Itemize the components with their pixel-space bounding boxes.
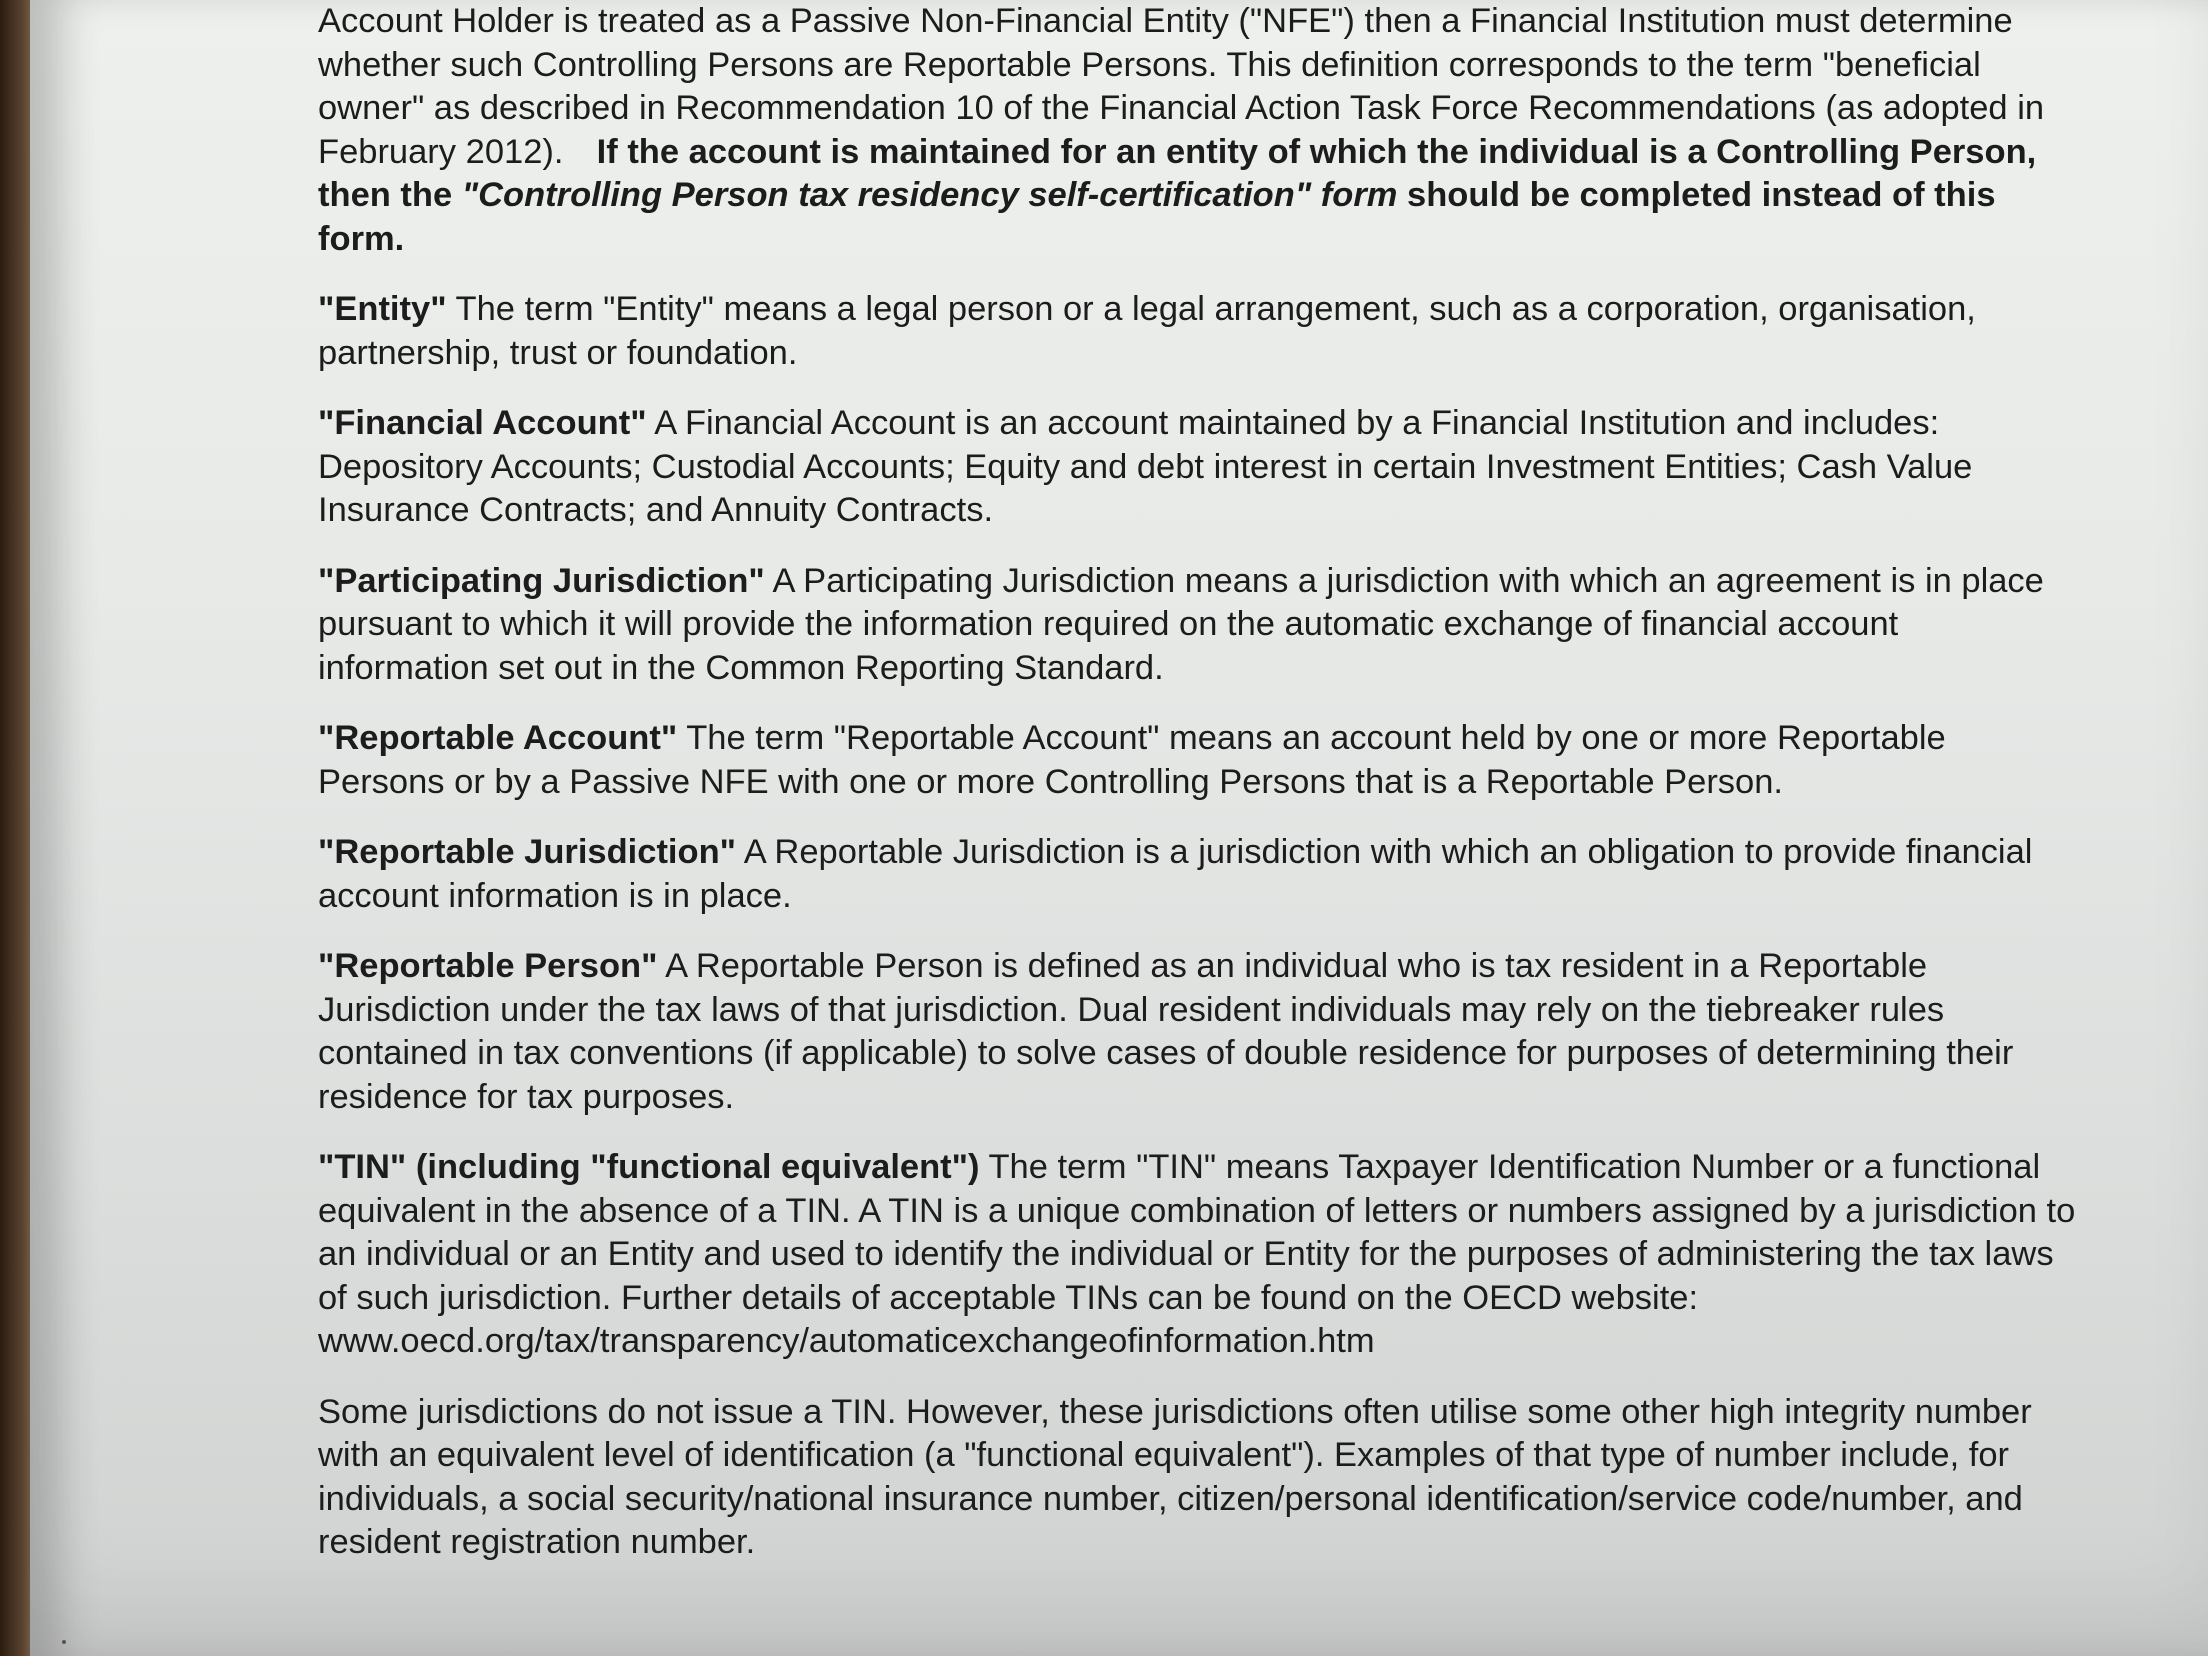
intro-paragraph	[318, 0, 2078, 261]
definition-text: A Financial Account is an account maintained by a Financial Institution and includes: Depository Accounts; Custodial Accounts; Equity and debt interest in certain Investment Entities; Cash Value Insurance Contracts; and Annuity Contracts.	[318, 404, 1973, 529]
definition-term: "Participating Jurisdiction"	[318, 561, 765, 600]
definition-text: A Reportable Jurisdiction is a jurisdiction with which an obligation to provide financial account information is in place.	[318, 833, 2033, 915]
definition-term: "Entity"	[318, 290, 447, 328]
closing-text: Some jurisdictions do not issue a TIN. However, these jurisdictions often utilise some other high integrity number with an equivalent level of identification (a "functional equivalent"). Examples of that type of number include, for individuals, a social security/national insurance number, citizen/personal identification/service code/number, and resident registration number.	[318, 1392, 2032, 1561]
definition-term: "Reportable Person"	[318, 947, 658, 985]
definition-term: "TIN" (including "functional equivalent")	[318, 1148, 980, 1186]
definition-term: "Reportable Jurisdiction"	[318, 833, 737, 871]
definition-text: The term "TIN" means Taxpayer Identification Number or a functional equivalent in the absence of a TIN. A TIN is a unique combination of letters or numbers assigned by a jurisdiction to an individual or an Entity and used to identify the individual or Entity for the purposes of administering the tax laws of such jurisdiction. Further details of acceptable TINs can be found on the OECD website: www.oecd.org/tax/transparency/automaticexchangeofinformation.htm	[318, 1148, 2076, 1360]
intro-form-name: "Controlling Person tax residency self-certification" form	[461, 176, 1398, 214]
definition-entity	[318, 288, 2078, 375]
definition-text: A Reportable Person is defined as an individual who is tax resident in a Reportable Jurisdiction under the tax laws of that jurisdiction. Dual resident individuals may rely on the tiebreaker rules contained in tax conventions (if applicable) to solve cases of double residence for purposes of determining their residence for tax purposes.	[318, 947, 2014, 1116]
definition-reportable-jurisdiction	[318, 831, 2078, 918]
definition-text: The term "Reportable Account" means an account held by one or more Reportable Persons or by a Passive NFE with one or more Controlling Persons that is a Reportable Person.	[318, 719, 1946, 801]
definition-reportable-account	[318, 717, 2078, 804]
definition-text: A Participating Jurisdiction means a jurisdiction with which an agreement is in place pursuant to which it will provide the information required on the automatic exchange of financial account information set out in the Common Reporting Standard.	[318, 561, 2044, 687]
closing-paragraph	[318, 1391, 2078, 1565]
intro-text: Account Holder is treated as a Passive Non-Financial Entity ("NFE") then a Financial Institution must determine whether such Controlling Persons are Reportable Persons. This definition corresponds to the term "beneficial owner" as described in Recommendation 10 of the Financial Action Task Force Recommendations (as adopted in February 2012).	[318, 2, 2045, 171]
definition-text: The term "Entity" means a legal person or a legal arrangement, such as a corporation, organisation, partnership, trust or foundation.	[318, 290, 1976, 372]
intro-bold-text: If the account is maintained for an entity of which the individual is a Controlling Person, then the	[318, 132, 2037, 214]
page-speck	[62, 1640, 66, 1644]
definition-participating-jurisdiction	[318, 560, 2078, 691]
document-body	[318, 0, 2078, 1592]
intro-bold-tail: should be completed instead of this form.	[318, 176, 1996, 258]
definition-term: "Reportable Account"	[318, 719, 678, 757]
definition-term: "Financial Account"	[318, 404, 647, 442]
definition-reportable-person	[318, 945, 2078, 1119]
definition-tin	[318, 1146, 2078, 1364]
definition-financial-account	[318, 402, 2078, 533]
